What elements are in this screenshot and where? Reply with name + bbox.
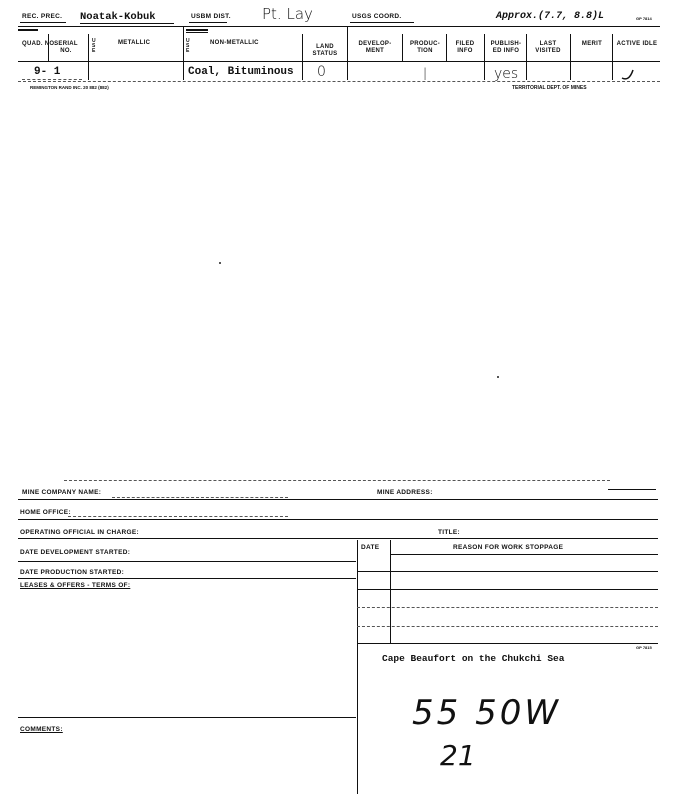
col-divider <box>88 34 89 80</box>
use-nonmetallic-header: U S E <box>186 38 190 54</box>
land-status-header: LAND STATUS <box>312 44 338 57</box>
title-label: TITLE: <box>438 529 461 536</box>
row-rule <box>18 499 658 500</box>
development-value: | <box>423 66 428 80</box>
footer-left: REMINGTON RAND INC. 20 882 (882) <box>30 85 109 90</box>
published-info-header: PUBLISH- ED INFO <box>490 41 522 54</box>
date-production-label: DATE PRODUCTION STARTED: <box>20 569 125 576</box>
top-rule-mark <box>186 32 208 33</box>
operating-official-label: OPERATING OFFICIAL IN CHARGE: <box>20 529 139 536</box>
serial-no-header: SERIAL NO. <box>54 41 78 54</box>
stoppage-row <box>357 607 658 608</box>
col-divider <box>446 34 447 62</box>
mine-company-name-label: MINE COMPANY NAME: <box>22 489 102 496</box>
stoppage-left-border <box>357 540 358 794</box>
col-divider <box>347 26 348 80</box>
reason-label: REASON FOR WORK STOPPAGE <box>453 544 564 551</box>
date-development-label: DATE DEVELOPMENT STARTED: <box>20 549 131 556</box>
region-value: Noatak-Kobuk <box>80 11 156 23</box>
bottom-card-top-edge <box>64 480 610 481</box>
leases-label: LEASES & OFFERS - TERMS OF: <box>20 582 131 589</box>
col-divider <box>526 34 527 80</box>
stoppage-row <box>357 626 658 627</box>
col-divider <box>570 34 571 80</box>
top-rule-mark <box>18 29 38 31</box>
row-rule <box>18 519 658 520</box>
stoppage-row <box>357 589 658 590</box>
col-divider <box>484 34 485 80</box>
comments-rule <box>18 717 356 718</box>
speck <box>497 376 499 378</box>
published-info-value: yes <box>494 66 519 82</box>
quad-serial-underline <box>22 79 82 80</box>
home-office-label: HOME OFFICE: <box>20 509 71 516</box>
footer-right: TERRITORIAL DEPT. OF MINES <box>512 85 587 91</box>
metallic-header: METALLIC <box>118 40 151 46</box>
usgs-coord-label: USGS COORD. <box>352 13 402 20</box>
region-underline <box>80 23 174 24</box>
mine-company-name-line <box>112 497 288 498</box>
date-col-divider <box>390 540 391 644</box>
land-status-value: 0 <box>317 64 326 80</box>
development-header: DEVELOP- MENT <box>358 41 392 54</box>
rec-prec-label: REC. PREC. <box>22 13 63 20</box>
col-divider <box>402 34 403 62</box>
handwritten-number: 21 <box>440 739 476 772</box>
quad-serial-value: 9- 1 <box>34 66 61 78</box>
commodity-value: Coal, Bituminous <box>188 66 294 78</box>
edge-mark <box>608 489 656 490</box>
form-number-top: GP 7814 <box>636 16 652 21</box>
mine-address-label: MINE ADDRESS: <box>377 489 433 496</box>
handwritten-coordinates: 55 50W <box>412 693 561 733</box>
production-header: PRODUC- TION <box>409 41 441 54</box>
top-rule-mark <box>186 29 208 31</box>
use-metallic-header: U S E <box>92 38 96 54</box>
stoppage-row <box>357 571 658 572</box>
stoppage-row <box>357 643 658 644</box>
col-divider <box>48 34 49 62</box>
active-idle-header: ACTIVE IDLE <box>616 41 658 47</box>
speck <box>219 262 221 264</box>
home-office-line <box>68 516 288 517</box>
rec-prec-underline <box>20 22 66 23</box>
comments-label: COMMENTS: <box>20 726 63 733</box>
last-visited-header: LAST VISITED <box>535 41 561 54</box>
filed-info-header: FILED INFO <box>455 41 475 54</box>
non-metallic-header: NON-METALLIC <box>210 40 259 46</box>
col-divider <box>183 26 184 80</box>
row-rule <box>18 538 658 539</box>
date-col-label: DATE <box>361 544 380 551</box>
quad-no-header: QUAD. NO. <box>22 41 57 47</box>
merit-header: MERIT <box>581 41 603 47</box>
reason-header-rule <box>390 554 658 555</box>
form-number-bottom: GP 7815 <box>636 645 652 650</box>
top-rule <box>18 26 660 27</box>
usgs-coord-underline <box>350 22 414 23</box>
row-rule <box>18 561 356 562</box>
location-note: Cape Beaufort on the Chukchi Sea <box>382 653 565 664</box>
usbm-dist-underline <box>189 22 227 23</box>
row-bottom-rule <box>18 81 660 82</box>
approx-value: Approx.(7.7, 8.8)L <box>496 11 605 22</box>
col-divider <box>302 34 303 80</box>
active-check-mark <box>616 66 656 82</box>
row-rule <box>18 578 356 579</box>
usbm-dist-label: USBM DIST. <box>191 13 231 20</box>
header-rule <box>18 61 660 62</box>
col-divider <box>612 34 613 80</box>
usbm-dist-value: Pt. Lay <box>262 5 313 23</box>
